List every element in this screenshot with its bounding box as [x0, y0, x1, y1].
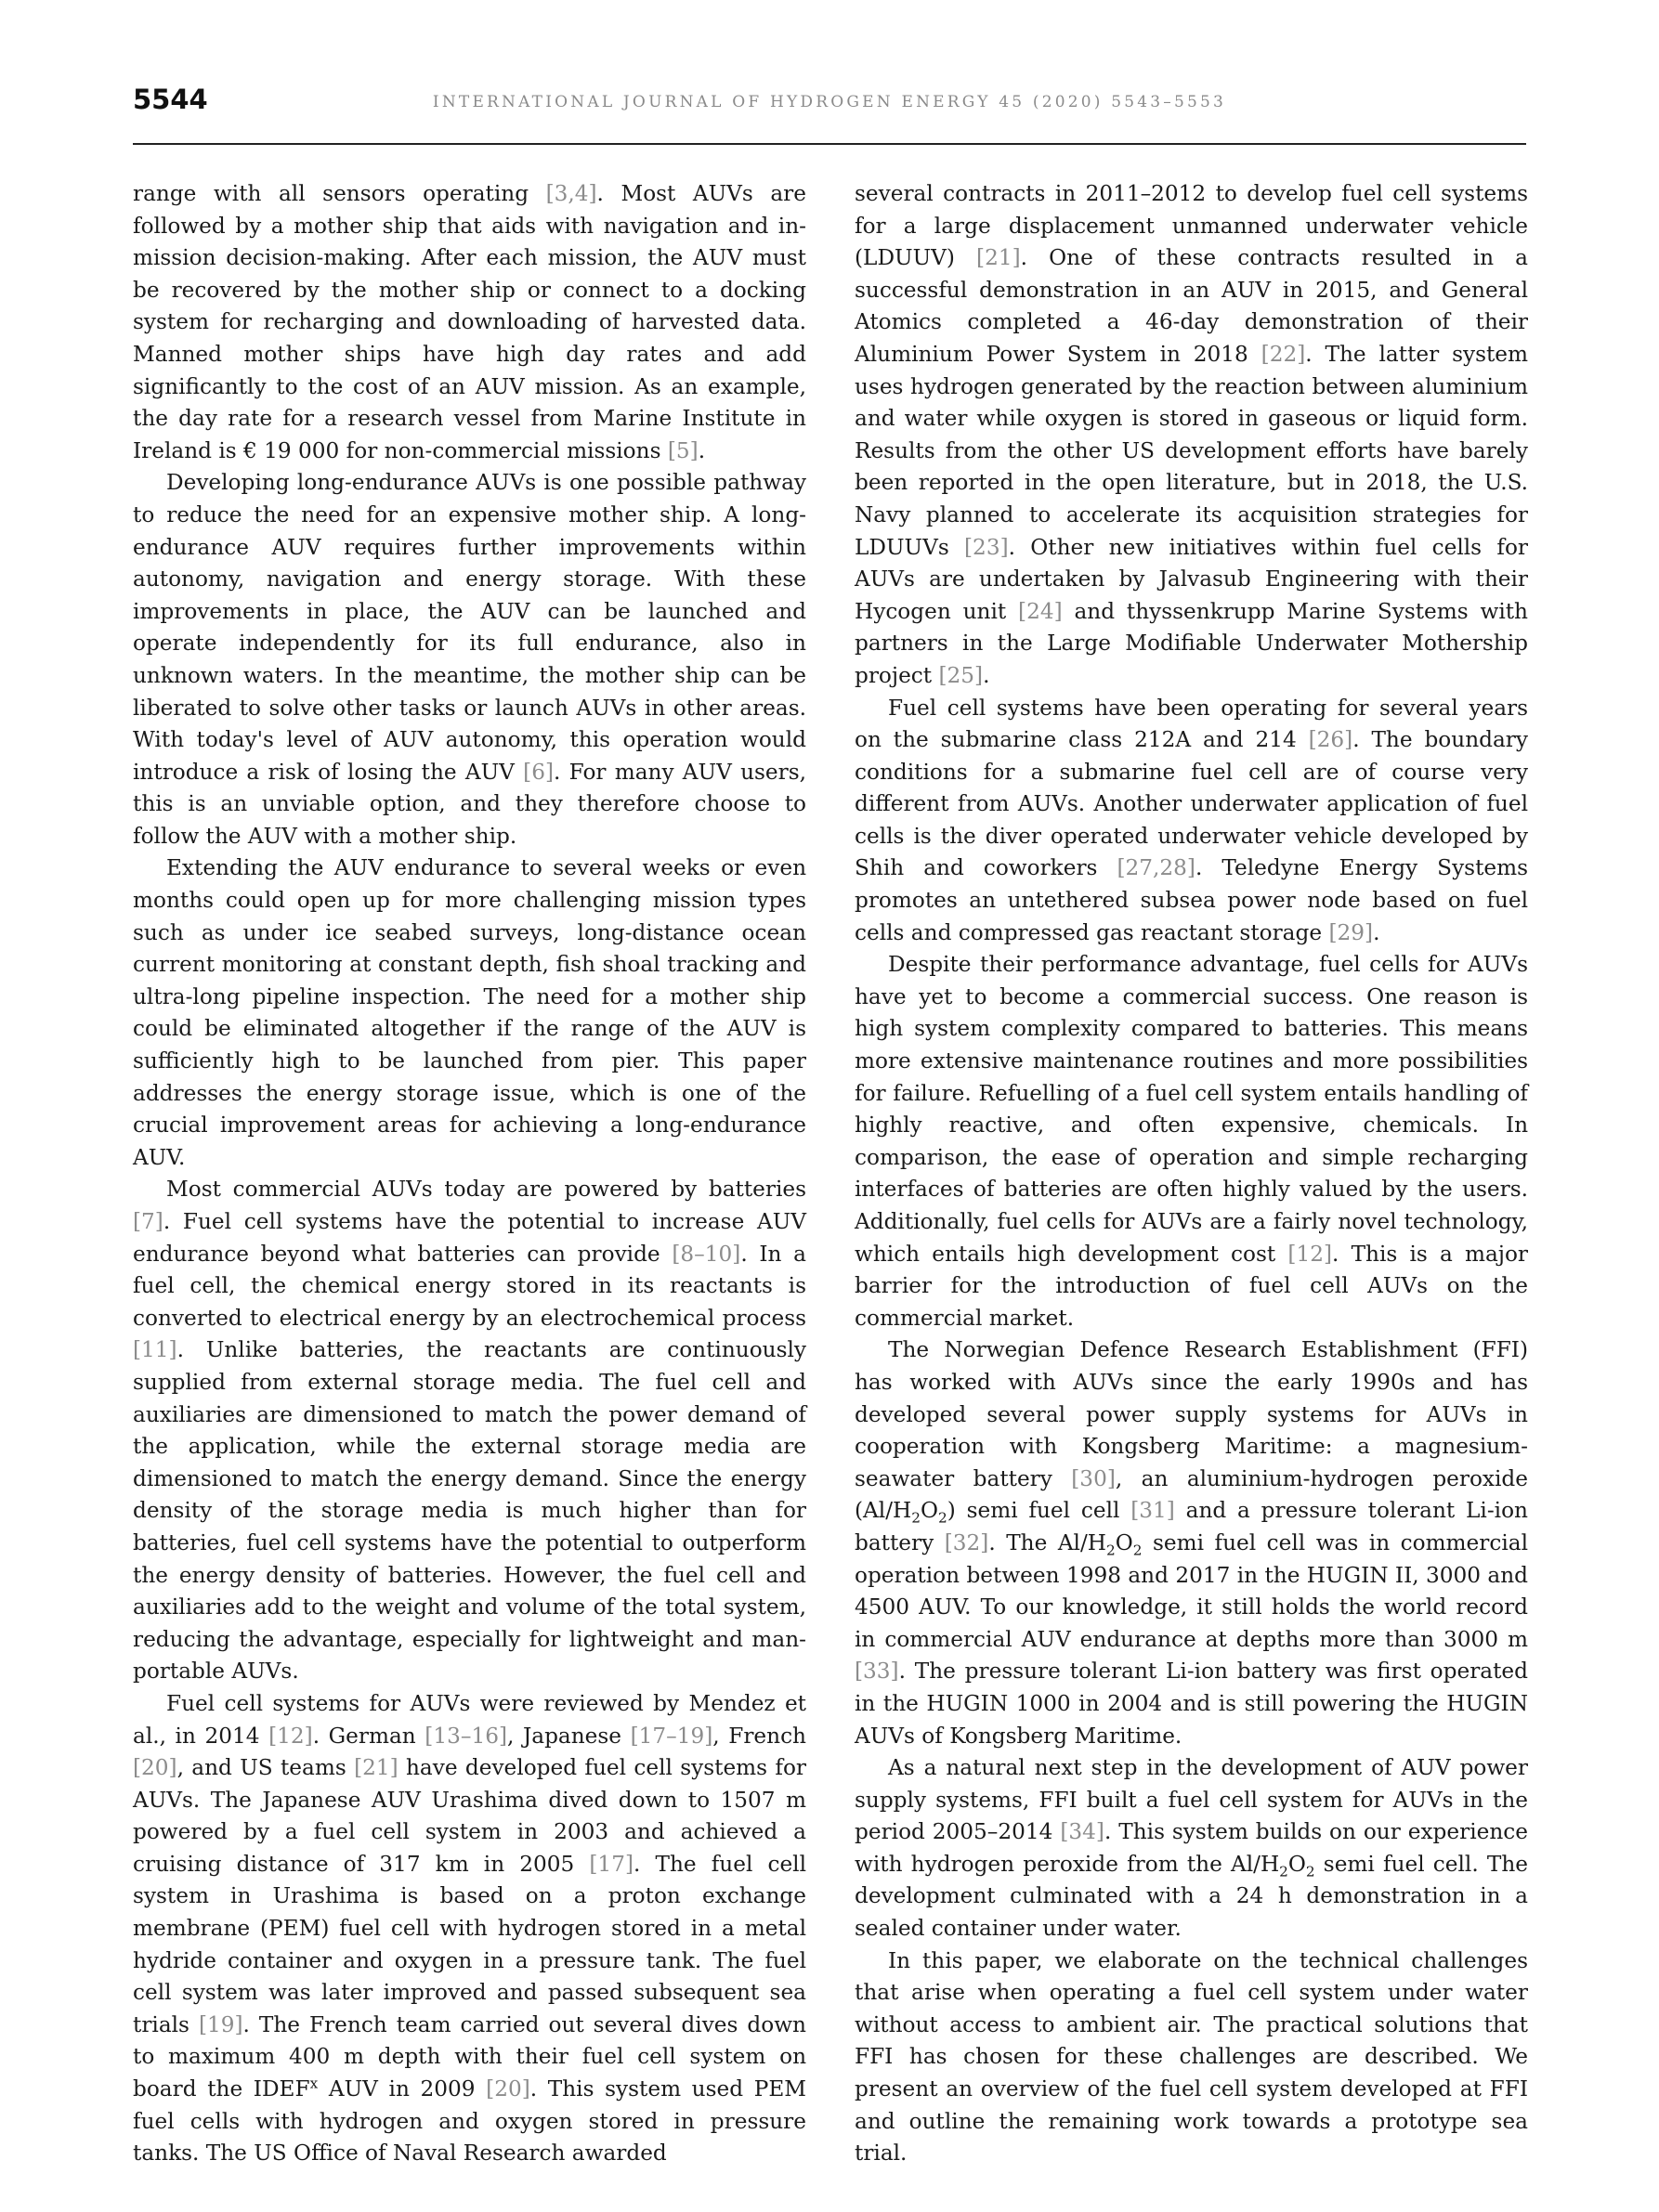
subscript: 2 [1279, 1863, 1288, 1880]
text: range with all sensors operating [133, 181, 546, 206]
citation-link[interactable]: [6] [523, 759, 555, 785]
text: , an aluminium-hydrogen peroxide (Al/H [855, 1465, 1528, 1524]
citation-link[interactable]: [3,4] [545, 181, 597, 206]
subscript: 2 [1132, 1542, 1143, 1559]
text: . The latter system uses hydrogen generated by the reaction between aluminium and water while oxygen is stored in gaseous or liquid form. Results from the other US development efforts have barely been reported in the open literature, but in 2018, the U.S. Navy planned to accelerate its acquisition strategies for LDUUVs [855, 341, 1528, 560]
text: Despite their performance advantage, fuel cells for AUVs have yet to become a commercial success. One reason is high system complexity compared to batteries. This means more extensive maintenance routines and more possibilities for failure. Refuelling of a fuel cell system entails handling of highly reactive, and often expensive, chemicals. In comparison, the ease of operation and simple recharging interfaces of batteries are often highly valued by the users. Additionally, fuel cells for AUVs are a fairly novel technology, which entails high development cost [855, 952, 1528, 1267]
text: , French [712, 1723, 806, 1749]
text: . [698, 437, 706, 463]
citation-link[interactable]: [31] [1130, 1498, 1175, 1524]
citation-link[interactable]: [21] [976, 245, 1021, 271]
citation-link[interactable]: [19] [198, 2011, 243, 2037]
superscript: x [309, 2075, 319, 2092]
text: AUV in 2009 [318, 2076, 487, 2102]
paragraph [855, 1334, 1528, 1752]
left-column [133, 178, 806, 2170]
text: O [1115, 1529, 1133, 1555]
text: . German [312, 1723, 425, 1749]
text: Extending the AUV endurance to several weeks or even months could open up for more challenging mission types such as under ice seabed surveys, long-distance ocean current monitoring at constant depth, fish shoal tracking and ultra-long pipeline inspection. The need for a mother ship could be eliminated altogether if the range of the AUV is sufficiently high to be launched from pier. This paper addresses the energy storage issue, which is one of the crucial improvement areas for achieving a long-endurance AUV. [133, 855, 806, 1170]
citation-link[interactable]: [25] [938, 662, 984, 688]
citation-link[interactable]: [8–10] [672, 1241, 741, 1267]
text: and a pressure tolerant Li-ion battery [855, 1498, 1528, 1555]
text: Most commercial AUVs today are powered by batteries [166, 1177, 806, 1203]
text: The Norwegian Defence Research Establishment (FFI) has worked with AUVs since the early 1990s and has developed several power supply systems for AUVs in cooperation with Kongsberg Maritime: a magnesium-seawater battery [855, 1337, 1528, 1491]
text: . Other new initiatives within fuel cells for AUVs are undertaken by Jalvasub Engineering with their Hycogen unit [855, 534, 1528, 624]
text: . The Al/H [988, 1529, 1107, 1555]
paragraph [855, 1945, 1528, 2170]
text: . [983, 662, 990, 688]
paragraph [855, 178, 1528, 693]
page-number: 5544 [133, 84, 208, 115]
text: , Japanese [507, 1723, 631, 1749]
citation-link[interactable]: [24] [1018, 598, 1063, 624]
citation-link[interactable]: [7] [133, 1209, 163, 1234]
text: . Unlike batteries, the reactants are continuously supplied from external storage media. The fuel cell and auxiliaries are dimensioned to match the power demand of the application, while the external storage media are dimensioned to match the energy demand. Since the energy density of the storage media is much higher than for batteries, fuel cell systems have the potential to outperform the energy density of batteries. However, the fuel cell and auxiliaries add to the weight and volume of the total system, reducing the advantage, especially for lightweight and man-portable AUVs. [133, 1337, 806, 1685]
text: . In a fuel cell, the chemical energy stored in its reactants is converted to electrical energy by an electrochemical process [133, 1241, 806, 1331]
citation-link[interactable]: [12] [1287, 1241, 1333, 1267]
citation-link[interactable]: [29] [1328, 919, 1374, 945]
citation-link[interactable]: [23] [964, 534, 1009, 560]
text: . This system used PEM fuel cells with hydrogen and oxygen stored in pressure tanks. The US Office of Naval Research awarded [133, 2076, 806, 2166]
text: As a natural next step in the development of AUV power supply systems, FFI built a fuel cell system for AUVs in the period 2005–2014 [855, 1755, 1528, 1845]
text: In this paper, we elaborate on the technical challenges that arise when operating a fuel cell system under water without access to ambient air. The practical solutions that FFI has chosen for these challenges are described. We present an overview of the fuel cell system developed at FFI and outline the remaining work towards a prototype sea trial. [855, 1947, 1528, 2166]
text: O [1287, 1851, 1306, 1877]
text: . One of these contracts resulted in a successful demonstration in an AUV in 2015, and General Atomics completed a 46-day demonstration of their Aluminium Power System in 2018 [855, 245, 1529, 367]
citation-link[interactable]: [27,28] [1117, 855, 1195, 881]
citation-link[interactable]: [12] [268, 1723, 313, 1749]
citation-link[interactable]: [5] [667, 437, 699, 463]
paragraph [133, 1174, 806, 1688]
subscript: 2 [1106, 1542, 1116, 1559]
text: Developing long-endurance AUVs is one possible pathway to reduce the need for an expensive mother ship. A long-endurance AUV requires further improvements within autonomy, navigation and energy storage. With these improvements in place, the AUV can be launched and operate independently for its full endurance, also in unknown waters. In the meantime, the mother ship can be liberated to solve other tasks or launch AUVs in other areas. With today's level of AUV autonomy, this operation would introduce a risk of losing the AUV [133, 470, 806, 785]
text: semi fuel cell was in commercial operation between 1998 and 2017 in the HUGIN II, 3000 and 4500 AUV. To our knowledge, it still holds the world record in commercial AUV endurance at depths more than 3000 m [855, 1529, 1528, 1652]
citation-link[interactable]: [17–19] [630, 1723, 713, 1749]
text: and thyssenkrupp Marine Systems with partners in the Large Modifiable Underwater Mothership project [855, 598, 1528, 688]
text: . [1373, 919, 1380, 945]
paragraph [133, 178, 806, 467]
paragraph [855, 949, 1528, 1334]
journal-title: INTERNATIONAL JOURNAL OF HYDROGEN ENERGY 45 (2020) 5543–5553 [432, 93, 1227, 111]
citation-link[interactable]: [32] [944, 1529, 989, 1555]
subscript: 2 [911, 1509, 921, 1527]
text: . The boundary conditions for a submarine fuel cell are of course very different from AUVs. Another underwater application of fuel cells is the diver operated underwater vehicle developed by Shih and coworkers [855, 727, 1528, 881]
citation-link[interactable]: [21] [354, 1755, 398, 1781]
paragraph [133, 467, 806, 852]
citation-link[interactable]: [13–16] [425, 1723, 507, 1749]
paragraph [855, 1752, 1528, 1945]
citation-link[interactable]: [34] [1060, 1819, 1104, 1845]
text: semi fuel cell. The development culminated with a 24 h demonstration in a sealed container under water. [855, 1851, 1528, 1942]
citation-link[interactable]: [17] [589, 1851, 634, 1877]
citation-link[interactable]: [11] [133, 1337, 177, 1363]
text: have developed fuel cell systems for AUVs. The Japanese AUV Urashima dived down to 1507 m powered by a fuel cell system in 2003 and achieved a cruising distance of 317 km in 2005 [133, 1755, 807, 1877]
right-column [855, 178, 1528, 2170]
text: . This is a major barrier for the introduction of fuel cell AUVs on the commercial market. [855, 1241, 1528, 1331]
paragraph [855, 693, 1528, 950]
text: . Teledyne Energy Systems promotes an untethered subsea power node based on fuel cells and compressed gas reactant storage [855, 855, 1528, 945]
citation-link[interactable]: [20] [133, 1755, 177, 1781]
text: . This system builds on our experience with hydrogen peroxide from the Al/H [855, 1819, 1528, 1877]
citation-link[interactable]: [26] [1308, 727, 1353, 753]
citation-link[interactable]: [33] [855, 1659, 899, 1685]
citation-link[interactable]: [30] [1071, 1465, 1116, 1491]
text: . Fuel cell systems have the potential to increase AUV endurance beyond what batteries can provide [133, 1209, 806, 1267]
text: . The pressure tolerant Li-ion battery was first operated in the HUGIN 1000 in 2004 and is still powering the HUGIN AUVs of Kongsberg Maritime. [855, 1659, 1528, 1749]
citation-link[interactable]: [20] [486, 2076, 530, 2102]
text: ) semi fuel cell [947, 1498, 1131, 1524]
text: . The French team carried out several dives down to maximum 400 m depth with their fuel cell system on board the IDEF [133, 2011, 806, 2102]
subscript: 2 [938, 1509, 947, 1527]
text: . For many AUV users, this is an unviable option, and they therefore choose to follow the AUV with a mother ship. [133, 759, 806, 849]
text: . The fuel cell system in Urashima is based on a proton exchange membrane (PEM) fuel cell with hydrogen stored in a metal hydride container and oxygen in a pressure tank. The fuel cell system was later improved and passed subsequent sea trials [133, 1851, 806, 2037]
text: O [920, 1498, 938, 1524]
text: Fuel cell systems have been operating for several years on the submarine class 212A and 214 [855, 695, 1528, 753]
text: Fuel cell systems for AUVs were reviewed by Mendez et al., in 2014 [133, 1690, 806, 1749]
paragraph [133, 1688, 806, 2170]
text: . Most AUVs are followed by a mother ship that aids with navigation and in-mission decision-making. After each mission, the AUV must be recovered by the mother ship or connect to a docking system for recharging and downloading of harvested data. Manned mother ships have high day rates and add significantly to the cost of an AUV mission. As an example, the day rate for a research vessel from Marine Institute in Ireland is € 19 000 for non-commercial missions [133, 181, 806, 463]
subscript: 2 [1305, 1863, 1315, 1880]
page-header [133, 84, 1526, 145]
text: several contracts in 2011–2012 to develop fuel cell systems for a large displacement unmanned underwater vehicle (LDUUV) [855, 181, 1528, 271]
citation-link[interactable]: [22] [1261, 341, 1306, 367]
paragraph [133, 852, 806, 1174]
text: , and US teams [176, 1755, 355, 1781]
